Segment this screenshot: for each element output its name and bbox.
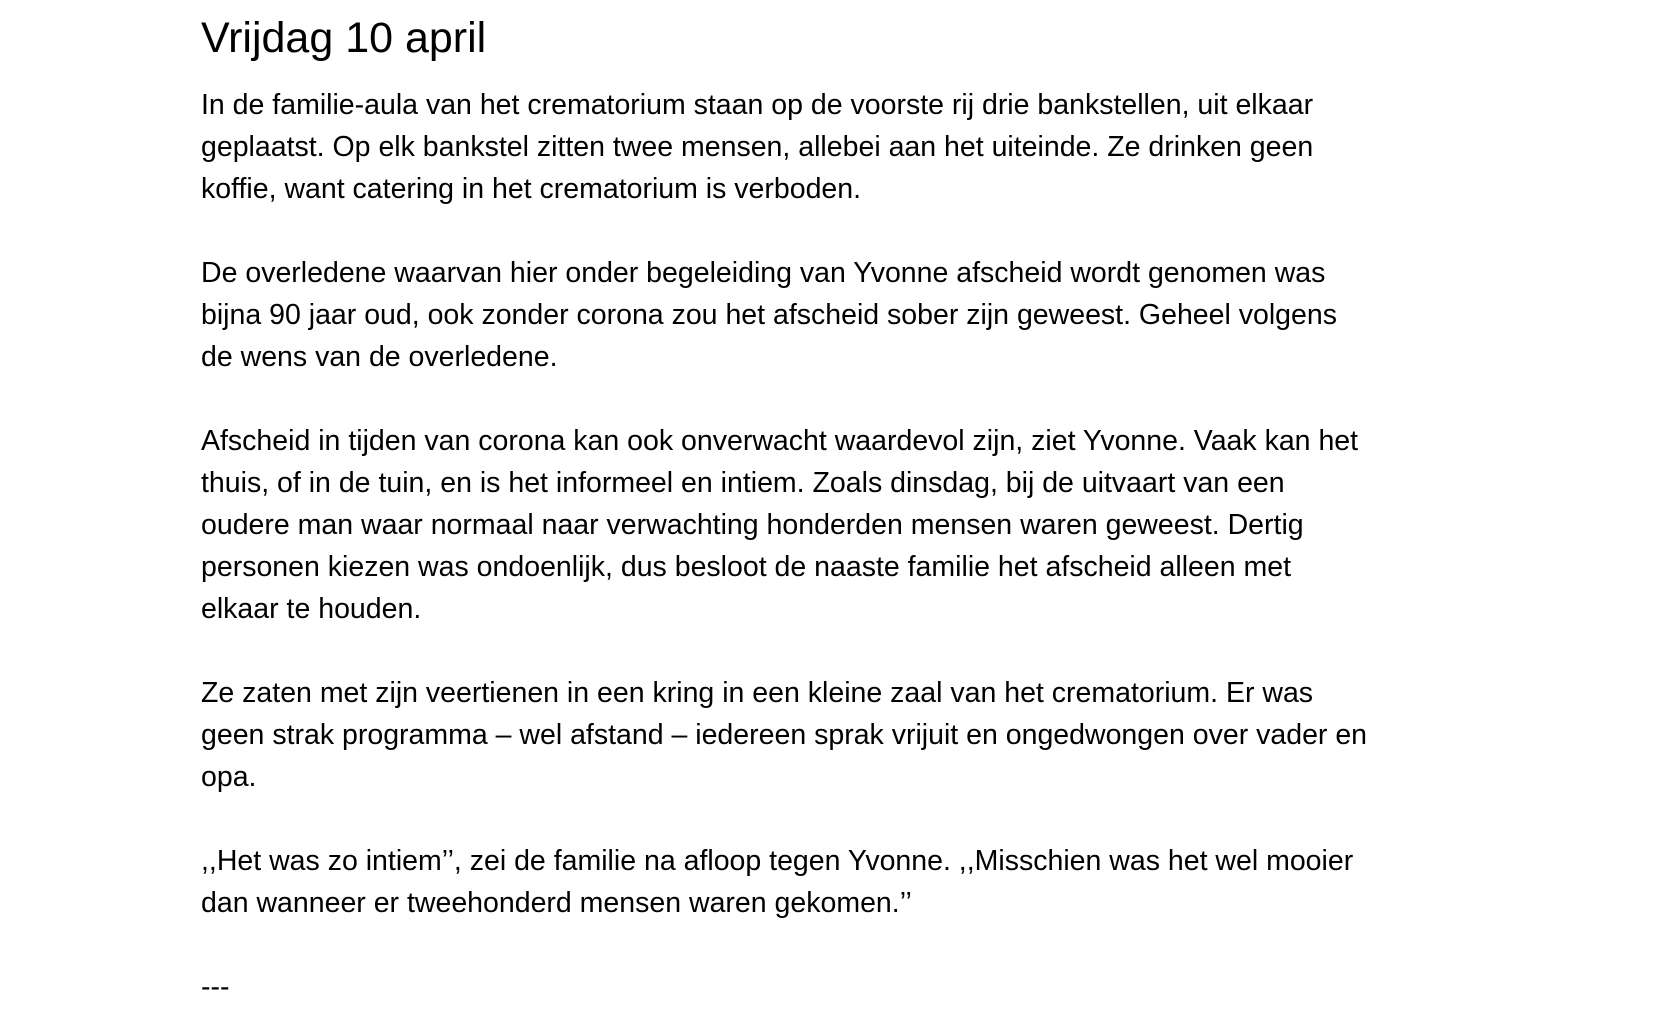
paragraph-line: ,,Het was zo intiem’’, zei de familie na afloop tegen Yvonne. ,,Misschien was het wel mooier: [201, 845, 1354, 877]
paragraph-1: [201, 84, 1471, 210]
paragraph-3: [201, 420, 1471, 630]
paragraph-line: dan wanneer er tweehonderd mensen waren gekomen.’’: [201, 887, 912, 919]
paragraph-line: In de familie-aula van het crematorium staan op de voorste rij drie bankstellen, uit elkaar: [201, 89, 1314, 121]
paragraph-line: personen kiezen was ondoenlijk, dus besloot de naaste familie het afscheid alleen met: [201, 551, 1292, 583]
paragraph-line: elkaar te houden.: [201, 593, 422, 625]
paragraph-line: oudere man waar normaal naar verwachting honderden mensen waren geweest. Dertig: [201, 509, 1304, 541]
paragraph-5: [201, 840, 1471, 924]
paragraph-line: koffie, want catering in het crematorium is verboden.: [201, 173, 862, 205]
page-title: Vrijdag 10 april: [201, 14, 487, 62]
paragraph-line: Ze zaten met zijn veertienen in een kring in een kleine zaal van het crematorium. Er was: [201, 677, 1314, 709]
document-page: [201, 14, 1471, 1008]
paragraph-line: geen strak programma – wel afstand – iedereen sprak vrijuit en ongedwongen over vader en: [201, 719, 1368, 751]
paragraph-4: [201, 672, 1471, 798]
paragraph-line: Afscheid in tijden van corona kan ook onverwacht waardevol zijn, ziet Yvonne. Vaak kan het: [201, 425, 1359, 457]
paragraph-line: bijna 90 jaar oud, ook zonder corona zou het afscheid sober zijn geweest. Geheel volgens: [201, 299, 1337, 331]
paragraph-2: [201, 252, 1471, 378]
paragraph-line: geplaatst. Op elk bankstel zitten twee mensen, allebei aan het uiteinde. Ze drinken geen: [201, 131, 1314, 163]
paragraph-line: De overledene waarvan hier onder begeleiding van Yvonne afscheid wordt genomen was: [201, 257, 1326, 289]
section-separator: ---: [201, 971, 230, 1003]
paragraph-line: thuis, of in de tuin, en is het informeel en intiem. Zoals dinsdag, bij de uitvaart van een: [201, 467, 1285, 499]
paragraph-line: de wens van de overledene.: [201, 341, 558, 373]
paragraph-line: opa.: [201, 761, 257, 793]
